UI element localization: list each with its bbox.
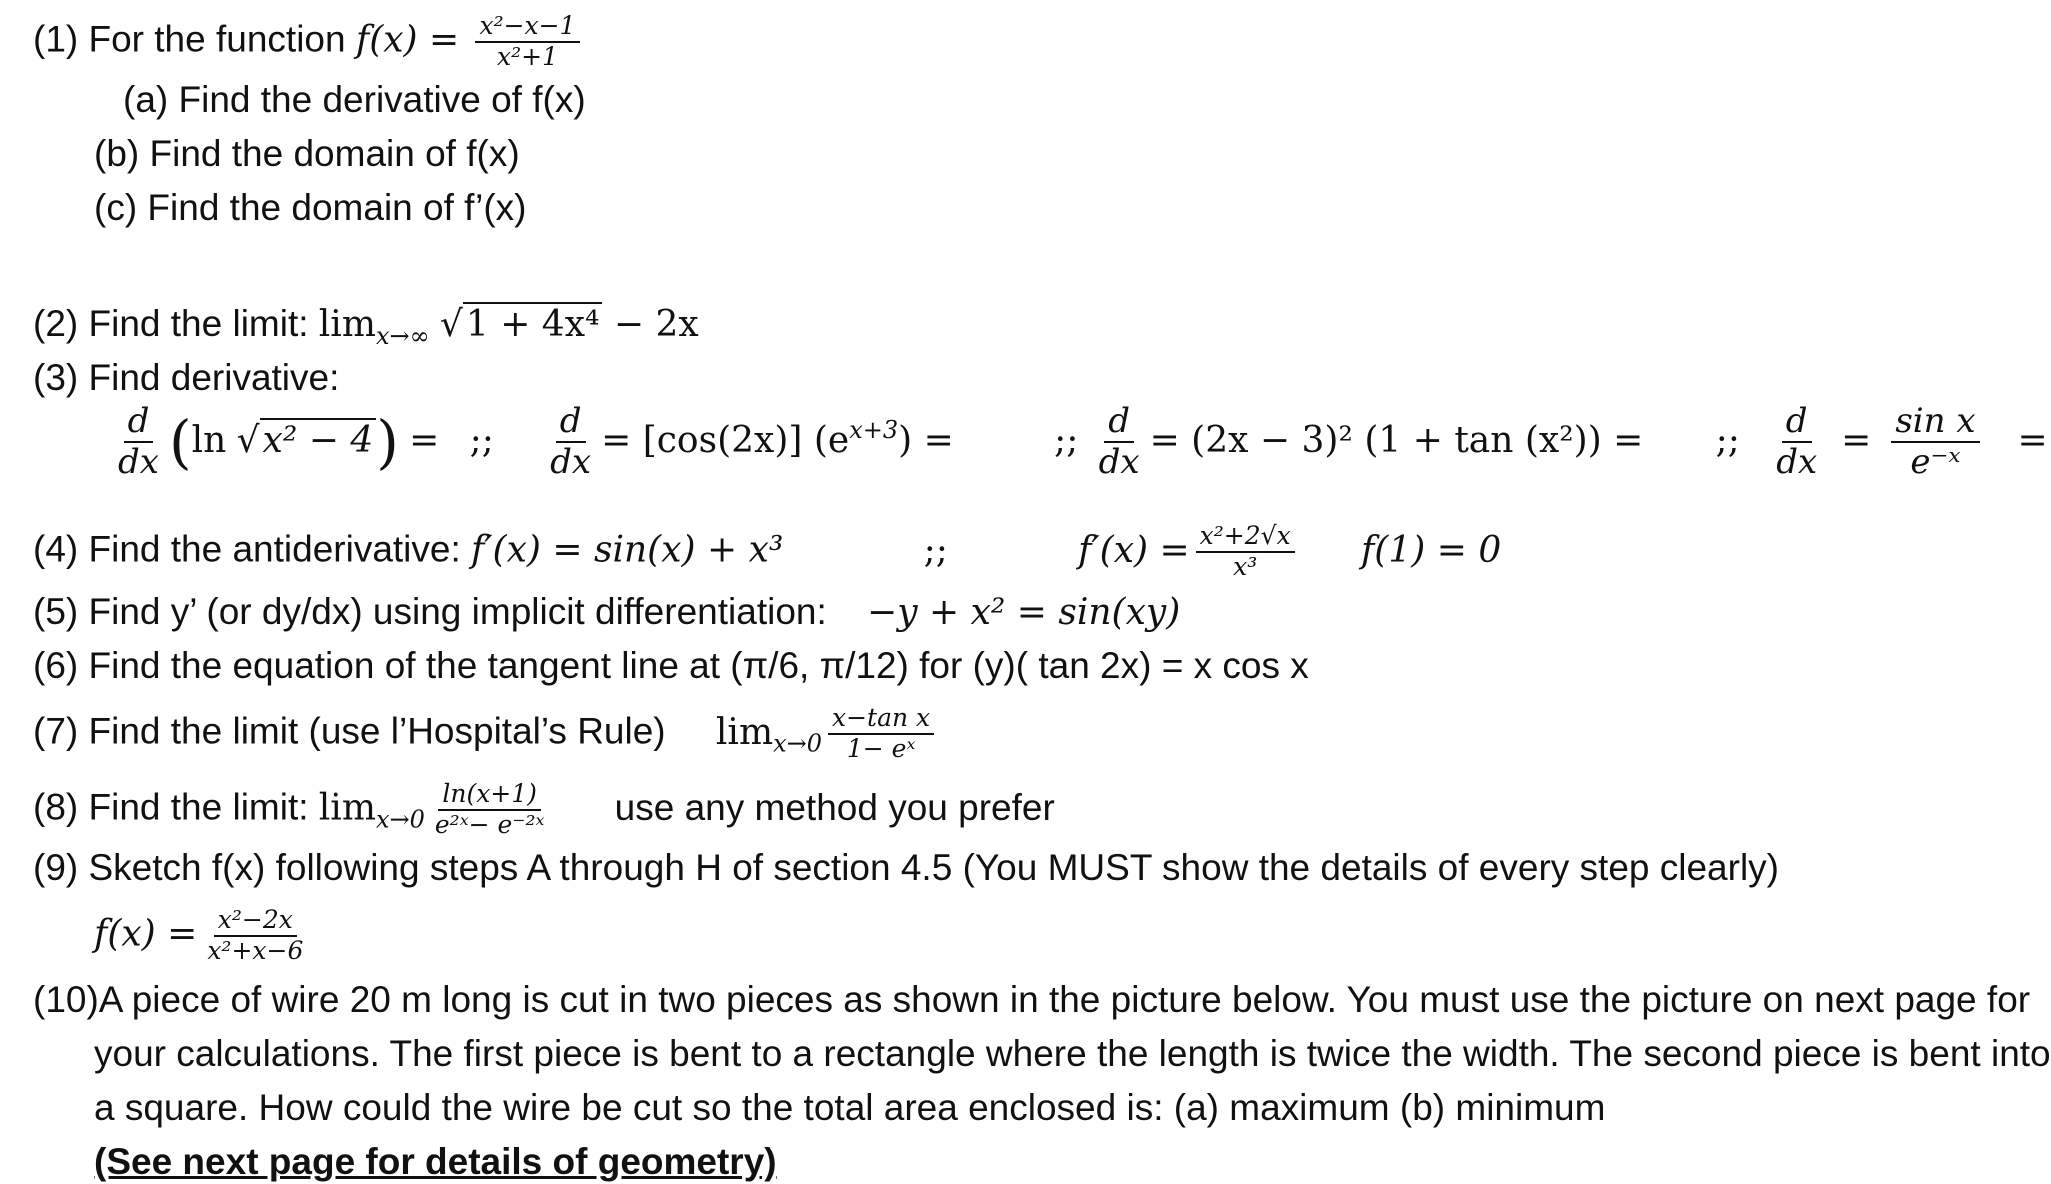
q2-radicand: 1 + 4x⁴: [463, 302, 603, 345]
q3-label: (3) Find derivative:: [33, 357, 340, 398]
q9-line: (9) Sketch f(x) following steps A through H of section 4.5 (You MUST show the details of every step clearly): [33, 847, 1779, 888]
q4-f2: f′(x) =: [1078, 529, 1190, 571]
q3-sep-3: ;;: [1715, 419, 1740, 461]
q8-tail: use any method you prefer: [614, 786, 1055, 828]
q2-tail: − 2x: [602, 304, 699, 345]
q1-part-b: (b) Find the domain of f(x): [94, 133, 520, 174]
q10-line-3: a square. How could the wire be cut so the total area enclosed is: (a) maximum (b) minimum: [94, 1087, 1606, 1128]
q3-expr-2-tail: ) =: [898, 419, 954, 461]
q7-lim: lim: [715, 711, 774, 753]
q3-expr-4: $\frac{\text{sin x}}{\text{e⁻ˣ}}$: [1891, 402, 1979, 482]
q3-radicand: x² − 4: [260, 418, 377, 461]
q3-expr-2-sup: x+3: [849, 415, 899, 444]
q3-expr-3: = (2x − 3)² (1 + tan (x²)) =: [1149, 419, 1644, 461]
q8-text: (8) Find the limit:: [33, 786, 309, 828]
q1-numerator: x²−x−1: [475, 12, 579, 43]
q4-text: (4) Find the antiderivative:: [33, 528, 461, 570]
q4-f2-fraction: $\frac{\text{x²+2√x}}{\text{x³}}$: [1196, 522, 1295, 582]
q4-sep: ;;: [923, 529, 948, 571]
q5-line: [33, 590, 1180, 635]
q1-part-a: (a) Find the derivative of f(x): [123, 79, 586, 120]
q10-line-1: (10)A piece of wire 20 m long is cut in two pieces as shown in the picture below. You must use the picture on next page for: [33, 979, 2031, 1020]
q2-lim-sub: x→∞: [375, 322, 430, 350]
q7-fraction: $\frac{\text{x−tan x}}{\text{1− eˣ}}$: [828, 704, 934, 764]
q3-ddx-2: $\frac{d}{dx}$: [550, 401, 592, 483]
q8-line: (8) Find the limit: $\lim_{x\to 0}$ $\frac{\ln(x+1)}{\text{e²ˣ− e⁻²ˣ}}$ use any method you prefer: [33, 779, 1055, 839]
q7-line: (7) Find the limit (use l’Hospital’s Rule) $\lim_{x\to 0}$ $\frac{\text{x−tan x}}{\text{1− eˣ}}$: [33, 704, 940, 764]
q5-equation: −y + x² = sin(xy): [867, 592, 1181, 633]
q6-line: (6) Find the equation of the tangent line at (π/6, π/12) for (y)( tan 2x) = x cos x: [33, 645, 1309, 686]
q3-ddx-4: $\frac{d}{dx}$: [1776, 401, 1818, 483]
q3-ln: ln: [191, 419, 227, 461]
q1-fraction: [475, 12, 579, 72]
q8-fraction: $\frac{\ln(x+1)}{\text{e²ˣ− e⁻²ˣ}}$: [434, 779, 545, 839]
q3-sep-1: ;;: [469, 419, 494, 461]
q7-text: (7) Find the limit (use l’Hospital’s Rule): [33, 710, 666, 752]
q8-lim: lim: [318, 787, 376, 829]
q4-line: [33, 522, 1501, 582]
q10-next-page-note: (See next page for details of geometry): [94, 1141, 777, 1182]
q3-expr-2: = [cos(2x)] (e: [601, 419, 850, 461]
q1-fx: f(x) =: [355, 19, 460, 61]
q3-ddx-1: $\frac{d}{dx}$: [118, 401, 159, 483]
q3-ddx-3: $\frac{d}{dx}$: [1098, 401, 1140, 483]
q5-text: (5) Find y’ (or dy/dx) using implicit differentiation:: [33, 591, 827, 632]
q2-line: (2) Find the limit: $\lim_{x\to\infty} √1 + 4x^4 - 2x$: [33, 303, 699, 350]
q3-sep-2: ;;: [1054, 419, 1079, 461]
q1-line: [33, 12, 586, 72]
q4-condition: f(1) = 0: [1360, 529, 1502, 571]
q3-expressions: $\frac{d}{dx}$ (ln √x² − 4) = ;; $\frac{d}{dx}$ = [cos(2x)] $(e^{x+3})$ = ;; $\frac{d}{dx}$ = (2x − 3)² (1 + tan (x²)) = ;; $\frac{d}{dx}$ = $\frac{\text{sin x}}{\text{e⁻ˣ}}$ =: [108, 402, 2048, 502]
q2-lim: lim: [318, 304, 376, 345]
q9-fraction: $\frac{\text{x²−2x}}{\text{x²+x−6}}$: [207, 905, 304, 965]
q2-text: (2) Find the limit:: [33, 303, 309, 344]
q9-function: f(x) = $\frac{\text{x²−2x}}{\text{x²+x−6}}$: [94, 906, 313, 966]
q1-denominator: x²+1: [497, 41, 558, 71]
q10-line-2: your calculations. The first piece is bent to a rectangle where the length is twice the width. The second piece is bent into: [94, 1033, 2051, 1074]
q1-part-c: (c) Find the domain of f’(x): [94, 187, 527, 228]
q1-prefix: (1) For the function: [33, 18, 346, 60]
q4-f1: f′(x) = sin(x) + x³: [471, 529, 784, 571]
